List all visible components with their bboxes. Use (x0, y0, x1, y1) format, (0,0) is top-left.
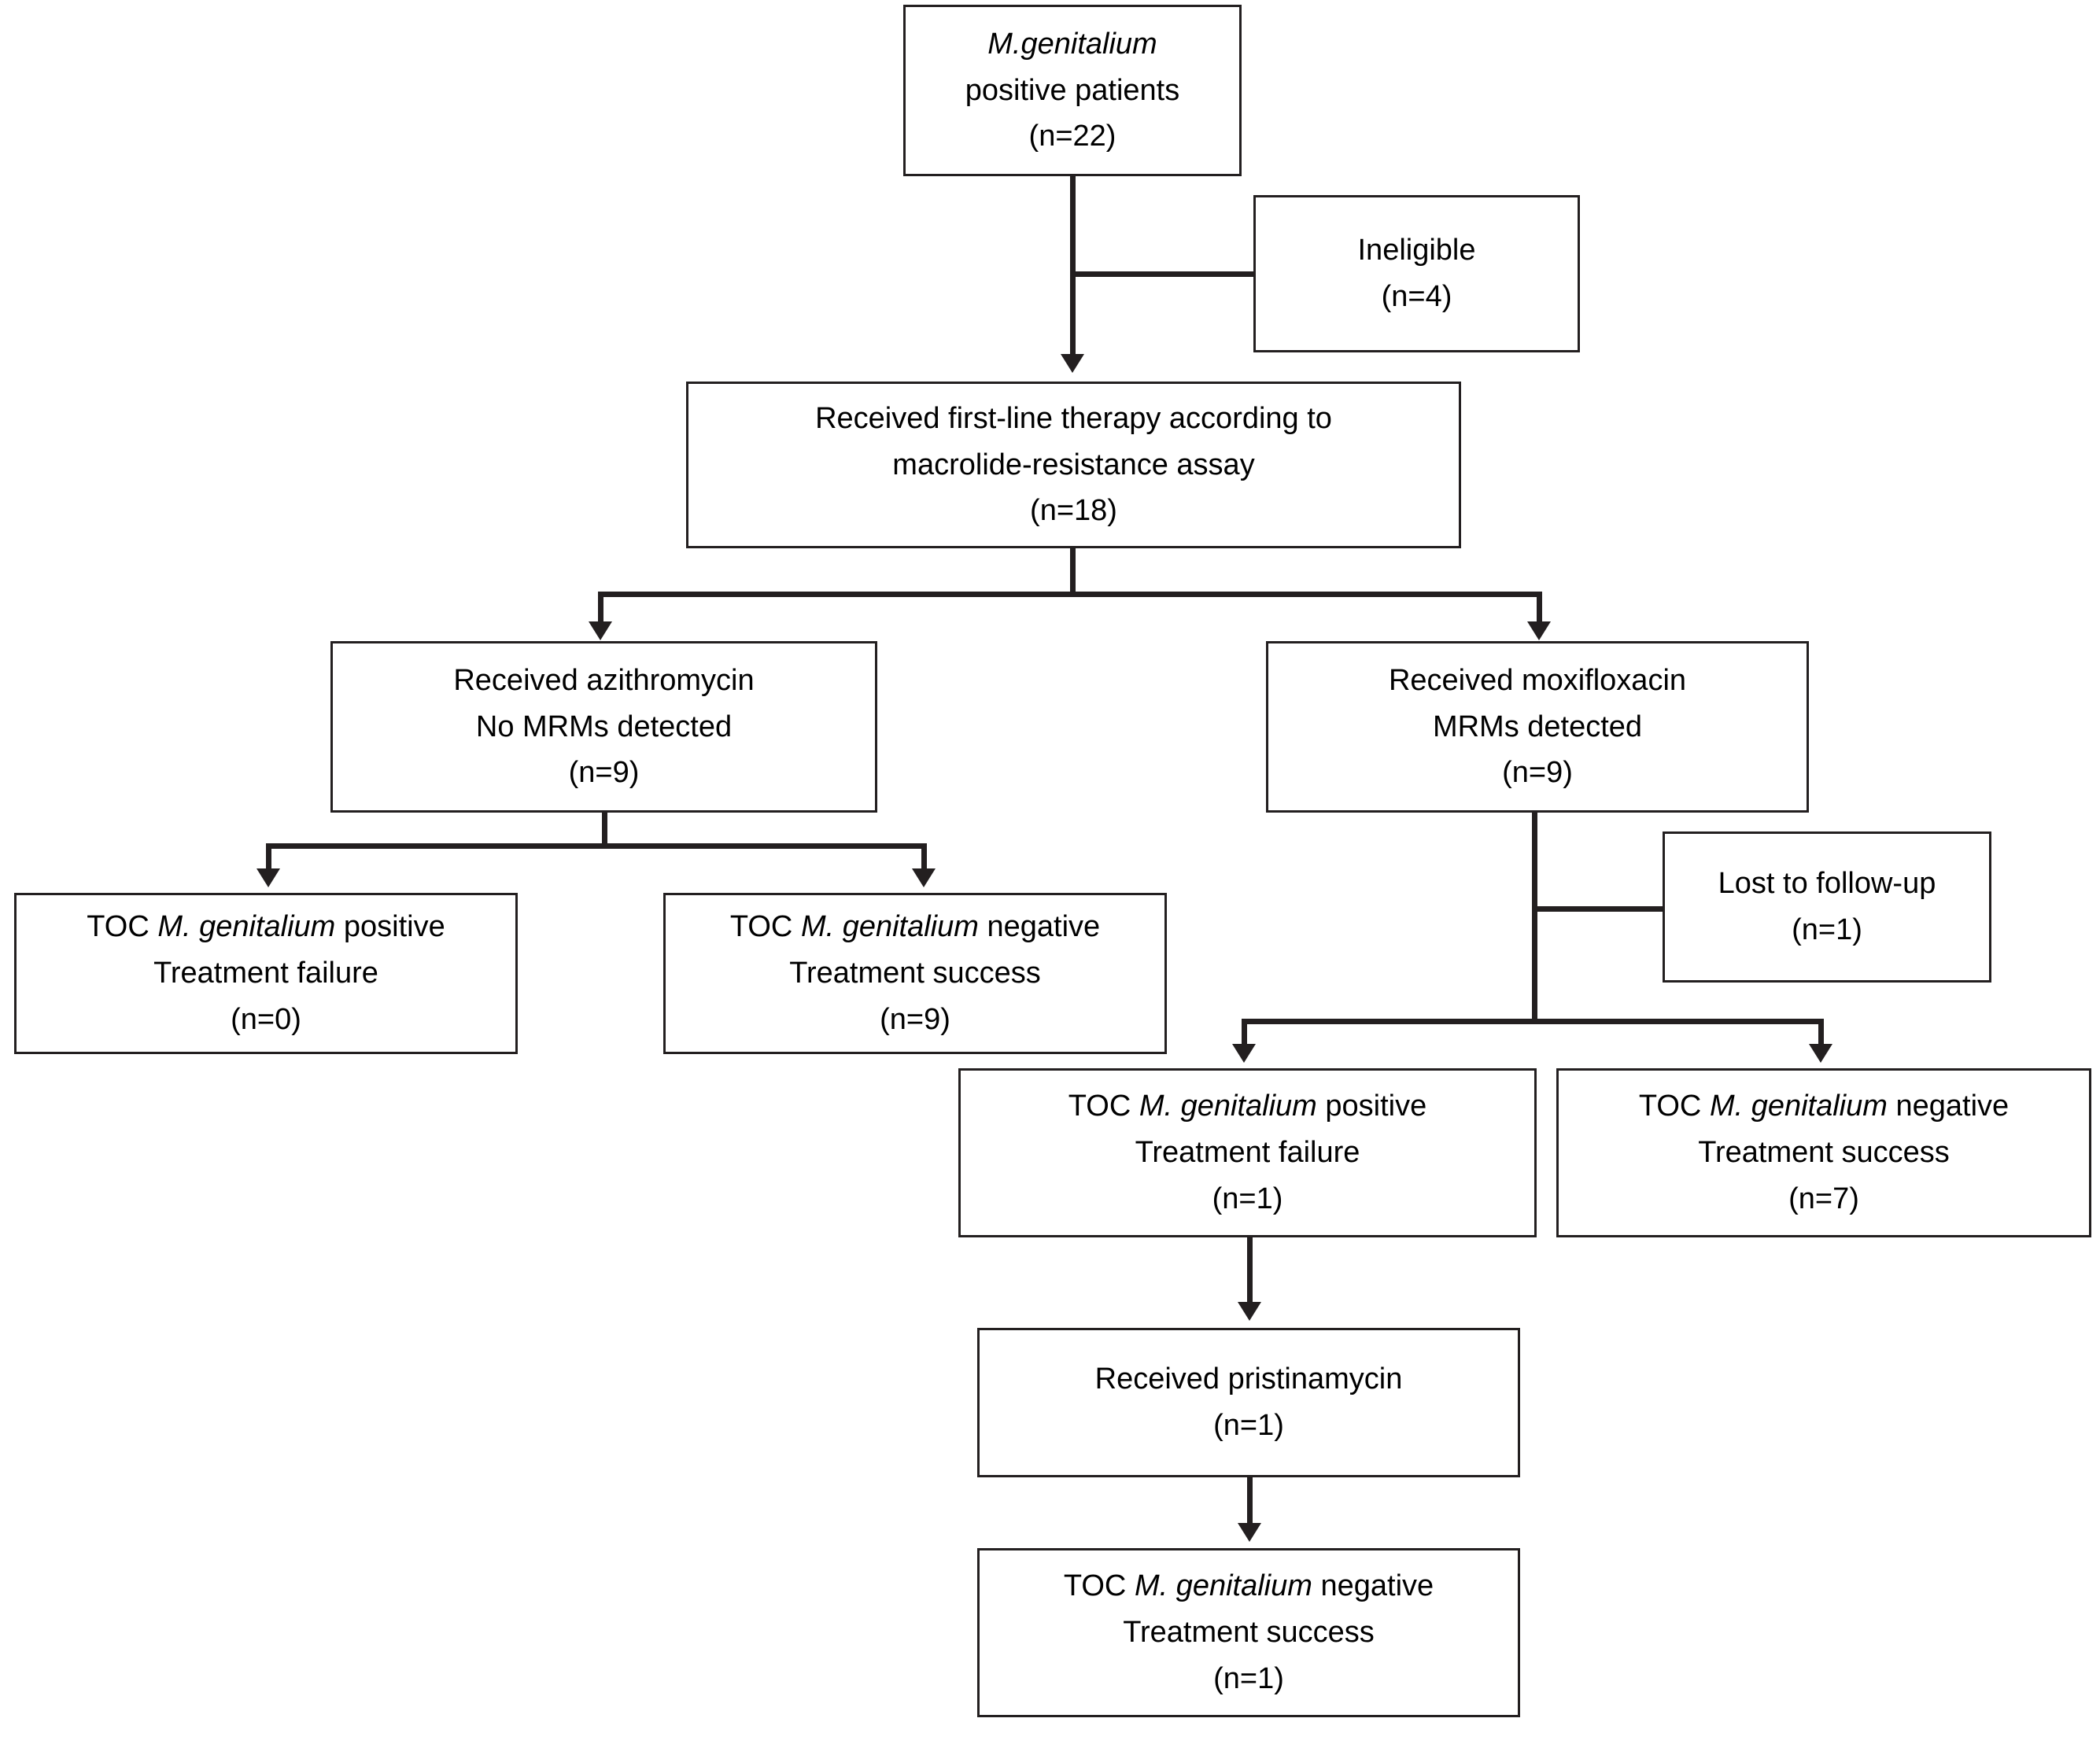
node-received-azithromycin-line-2: No MRMs detected (475, 710, 733, 743)
toc-prefix: TOC (1638, 1090, 1710, 1123)
arrow-to-pristinamycin (1238, 1302, 1261, 1321)
node-received-azithromycin-line-3: (n=9) (568, 756, 640, 790)
connector-to-ineligible (1070, 271, 1256, 277)
node-received-azithromycin-line-1: Received azithromycin (453, 663, 755, 697)
node-azi-toc-negative-line-1 (730, 904, 1100, 950)
node-received-moxifloxacin-line-2: MRMs detected (1432, 710, 1643, 743)
negative-suffix: negative (978, 910, 1101, 944)
arrow-to-moxi-toc-negative (1809, 1044, 1832, 1063)
node-received-pristinamycin-line-2: (n=1) (1213, 1409, 1284, 1442)
node-ineligible-line-2: (n=4) (1381, 280, 1452, 313)
node-azi-toc-negative-line-2: Treatment success (789, 957, 1041, 990)
mg-italic: M. genitalium (800, 910, 979, 944)
node-pristinamycin-toc-negative (977, 1548, 1520, 1717)
connector-firstline-stem (1070, 548, 1076, 594)
arrow-to-azi-toc-positive (257, 868, 280, 887)
mg-italic: M. genitalium (1134, 1569, 1312, 1603)
node-moxi-toc-negative-line-3: (n=7) (1788, 1182, 1859, 1215)
node-positive-patients (903, 5, 1242, 176)
node-azi-toc-positive-line-1 (87, 904, 445, 950)
connector-split-bar-therapy (598, 592, 1542, 597)
node-first-line-therapy-line-2: macrolide-resistance assay (892, 448, 1255, 481)
connector-drop-azi-negative (921, 843, 927, 871)
connector-drop-moxi-negative (1818, 1019, 1824, 1046)
node-first-line-therapy-line-3: (n=18) (1030, 494, 1117, 528)
connector-split-bar-azi (266, 843, 927, 849)
node-azi-toc-positive (14, 893, 518, 1054)
arrow-to-pristinamycin-toc-negative (1238, 1523, 1261, 1542)
node-moxi-toc-positive-line-2: Treatment failure (1135, 1136, 1360, 1170)
connector-split-bar-moxi (1242, 1019, 1824, 1024)
arrow-patients-to-firstline (1061, 354, 1084, 373)
node-lost-to-followup-line-1: Lost to follow-up (1718, 867, 1936, 901)
node-received-azithromycin (330, 641, 877, 813)
connector-moxipos-to-pristinamycin (1247, 1237, 1253, 1304)
negative-suffix: negative (1887, 1090, 2010, 1123)
positive-suffix: positive (335, 910, 445, 944)
arrow-to-moxifloxacin (1527, 621, 1551, 640)
node-received-pristinamycin-line-1: Received pristinamycin (1094, 1362, 1403, 1396)
connector-drop-azi-positive (266, 843, 271, 871)
node-azi-toc-negative-line-3: (n=9) (880, 1002, 950, 1036)
node-positive-patients-line-1: M.genitalium (987, 27, 1157, 61)
connector-drop-moxifloxacin (1537, 592, 1542, 625)
arrow-to-azithromycin (589, 621, 612, 640)
mg-italic: M. genitalium (157, 910, 336, 944)
node-ineligible-line-1: Ineligible (1357, 234, 1476, 267)
connector-drop-azithromycin (598, 592, 603, 625)
node-moxi-toc-negative (1556, 1068, 2091, 1237)
toc-prefix: TOC (1068, 1090, 1139, 1123)
node-moxi-toc-positive (958, 1068, 1537, 1237)
node-received-moxifloxacin-line-1: Received moxifloxacin (1388, 663, 1687, 697)
toc-prefix: TOC (87, 910, 158, 944)
node-pristinamycin-toc-negative-line-1 (1064, 1563, 1434, 1609)
connector-to-lost-to-followup (1532, 906, 1666, 912)
node-moxi-toc-positive-line-3: (n=1) (1212, 1182, 1283, 1215)
node-positive-patients-line-2: positive patients (965, 73, 1180, 107)
arrow-to-moxi-toc-positive (1232, 1044, 1256, 1063)
arrow-to-azi-toc-negative (912, 868, 936, 887)
node-positive-patients-line-3: (n=22) (1028, 120, 1116, 153)
positive-suffix: positive (1316, 1090, 1427, 1123)
node-azi-toc-positive-line-3: (n=0) (231, 1002, 301, 1036)
node-first-line-therapy (686, 382, 1461, 548)
node-azi-toc-negative (663, 893, 1167, 1054)
node-received-moxifloxacin-line-3: (n=9) (1502, 756, 1573, 790)
node-lost-to-followup-line-2: (n=1) (1792, 913, 1862, 946)
node-pristinamycin-toc-negative-line-3: (n=1) (1213, 1661, 1284, 1695)
connector-pristinamycin-to-toc (1247, 1477, 1253, 1526)
mg-italic: M. genitalium (1709, 1090, 1888, 1123)
node-moxi-toc-positive-line-1 (1068, 1083, 1426, 1130)
node-received-pristinamycin (977, 1328, 1520, 1477)
node-received-moxifloxacin (1266, 641, 1809, 813)
connector-patients-to-firstline (1070, 176, 1076, 357)
node-pristinamycin-toc-negative-line-2: Treatment success (1123, 1616, 1375, 1650)
negative-suffix: negative (1312, 1569, 1434, 1603)
node-lost-to-followup (1663, 831, 1991, 983)
node-moxi-toc-negative-line-2: Treatment success (1698, 1136, 1950, 1170)
node-ineligible (1253, 195, 1580, 352)
mg-italic: M. genitalium (1139, 1090, 1317, 1123)
connector-moxi-stem (1532, 813, 1537, 1021)
node-azi-toc-positive-line-2: Treatment failure (153, 957, 378, 990)
connector-drop-moxi-positive (1242, 1019, 1247, 1046)
node-moxi-toc-negative-line-1 (1639, 1083, 2009, 1130)
toc-prefix: TOC (729, 910, 801, 944)
node-first-line-therapy-line-1: Received first-line therapy according to (815, 401, 1332, 435)
toc-prefix: TOC (1063, 1569, 1135, 1603)
